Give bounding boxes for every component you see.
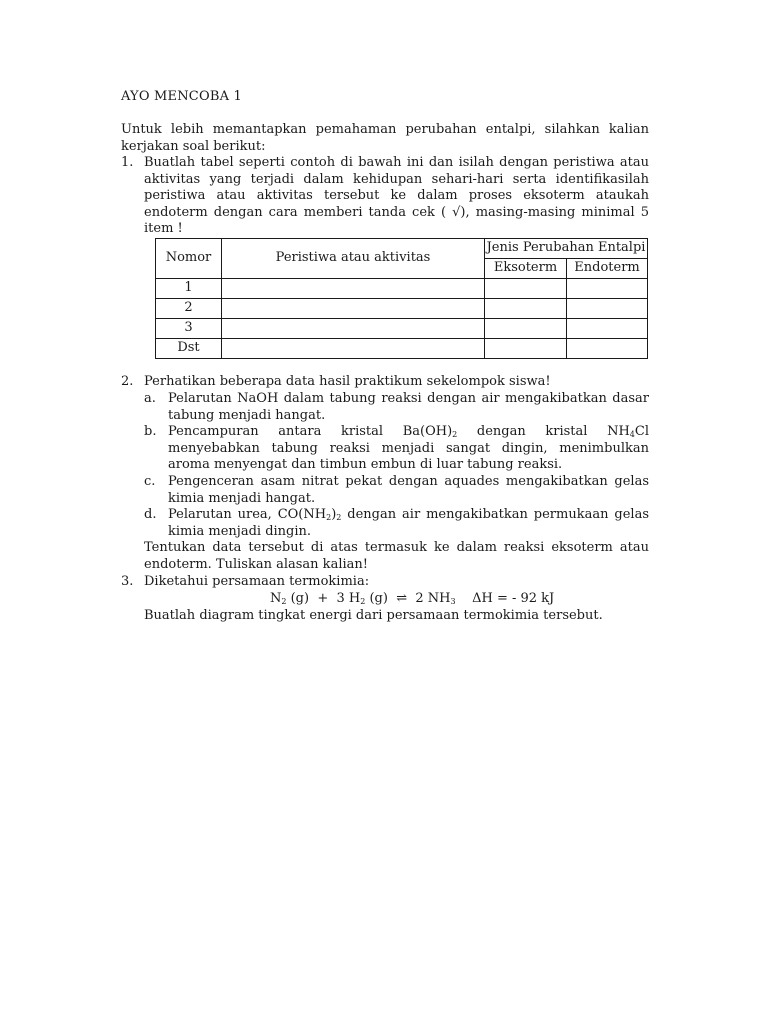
table-row [156,319,648,339]
empty-cell [222,319,485,339]
empty-cell [567,299,648,319]
item-text: Pengenceran asam nitrat pekat dengan aquades mengakibatkan gelas kimia menjadi hangat. [168,474,649,506]
empty-cell [567,279,648,299]
question-3-text: Diketahui persamaan termokimia: [144,574,370,589]
table-row [156,299,648,319]
question-1-text: Buatlah tabel seperti contoh di bawah ini dan isilah dengan peristiwa atau aktivitas yang terjadi dalam kehidupan sehari-hari serta identifikasilah peristiwa atau aktivitas tersebut ke dalam proses eksoterm ataukah endoterm dengan cara memberi tanda cek ( √), masing-masing minimal 5 item ! [144,155,649,236]
empty-cell [222,279,485,299]
empty-cell [485,339,567,359]
empty-cell [485,319,567,339]
empty-cell [567,339,648,359]
question-2-text: Perhatikan beberapa data hasil praktikum sekelompok siswa! [144,374,551,389]
item-text: Pelarutan urea, $CO(NH_2)_2$ dengan air mengakibatkan permukaan gelas kimia menjadi dingin. [168,507,649,539]
intro-paragraph: Untuk lebih memantapkan pemahaman perubahan entalpi, silahkan kalian kerjakan soal berikut: [121,122,649,154]
empty-cell [567,319,648,339]
header-endoterm: Endoterm [567,259,648,279]
empty-cell [485,279,567,299]
page-title: AYO MENCOBA 1 [121,89,242,104]
table-row [156,279,648,299]
thermochemical-equation: $N_2$ (g) + 3 $H_2$ (g) ⇌ 2 $NH_3$ ΔH = - 92 kJ [270,591,555,606]
question-1 [121,155,649,236]
item-letter: d. [144,507,157,522]
empty-cell [222,339,485,359]
item-letter: b. [144,424,157,439]
item-letter: c. [144,474,156,489]
header-nomor: Nomor [156,239,222,279]
question-3-number: 3. [121,574,134,589]
question-3-closing: Buatlah diagram tingkat energi dari persamaan termokimia tersebut. [144,608,603,623]
item-letter: a. [144,391,156,406]
activity-table [155,238,648,359]
row-number: 1 [156,279,222,299]
item-text: Pencampuran antara kristal $Ba(OH)_2$ dengan kristal $NH_4Cl$ menyebabkan tabung reaksi menjadi sangat dingin, menimbulkan aroma menyengat dan timbun embun di luar tabung reaksi. [168,424,649,472]
header-eksoterm: Eksoterm [485,259,567,279]
item-text: Pelarutan NaOH dalam tabung reaksi dengan air mengakibatkan dasar tabung menjadi hangat. [168,391,649,423]
question-2-number: 2. [121,374,134,389]
header-jenis-perubahan: Jenis Perubahan Entalpi [485,239,648,259]
empty-cell [485,299,567,319]
question-2 [121,374,649,574]
question-2-closing: Tentukan data tersebut di atas termasuk ke dalam reaksi eksoterm atau endoterm. Tuliskan alasan kalian! [144,540,649,572]
empty-cell [222,299,485,319]
row-number: 3 [156,319,222,339]
header-peristiwa: Peristiwa atau aktivitas [222,239,485,279]
table-row [156,339,648,359]
row-number: Dst [156,339,222,359]
question-1-number: 1. [121,155,134,170]
row-number: 2 [156,299,222,319]
